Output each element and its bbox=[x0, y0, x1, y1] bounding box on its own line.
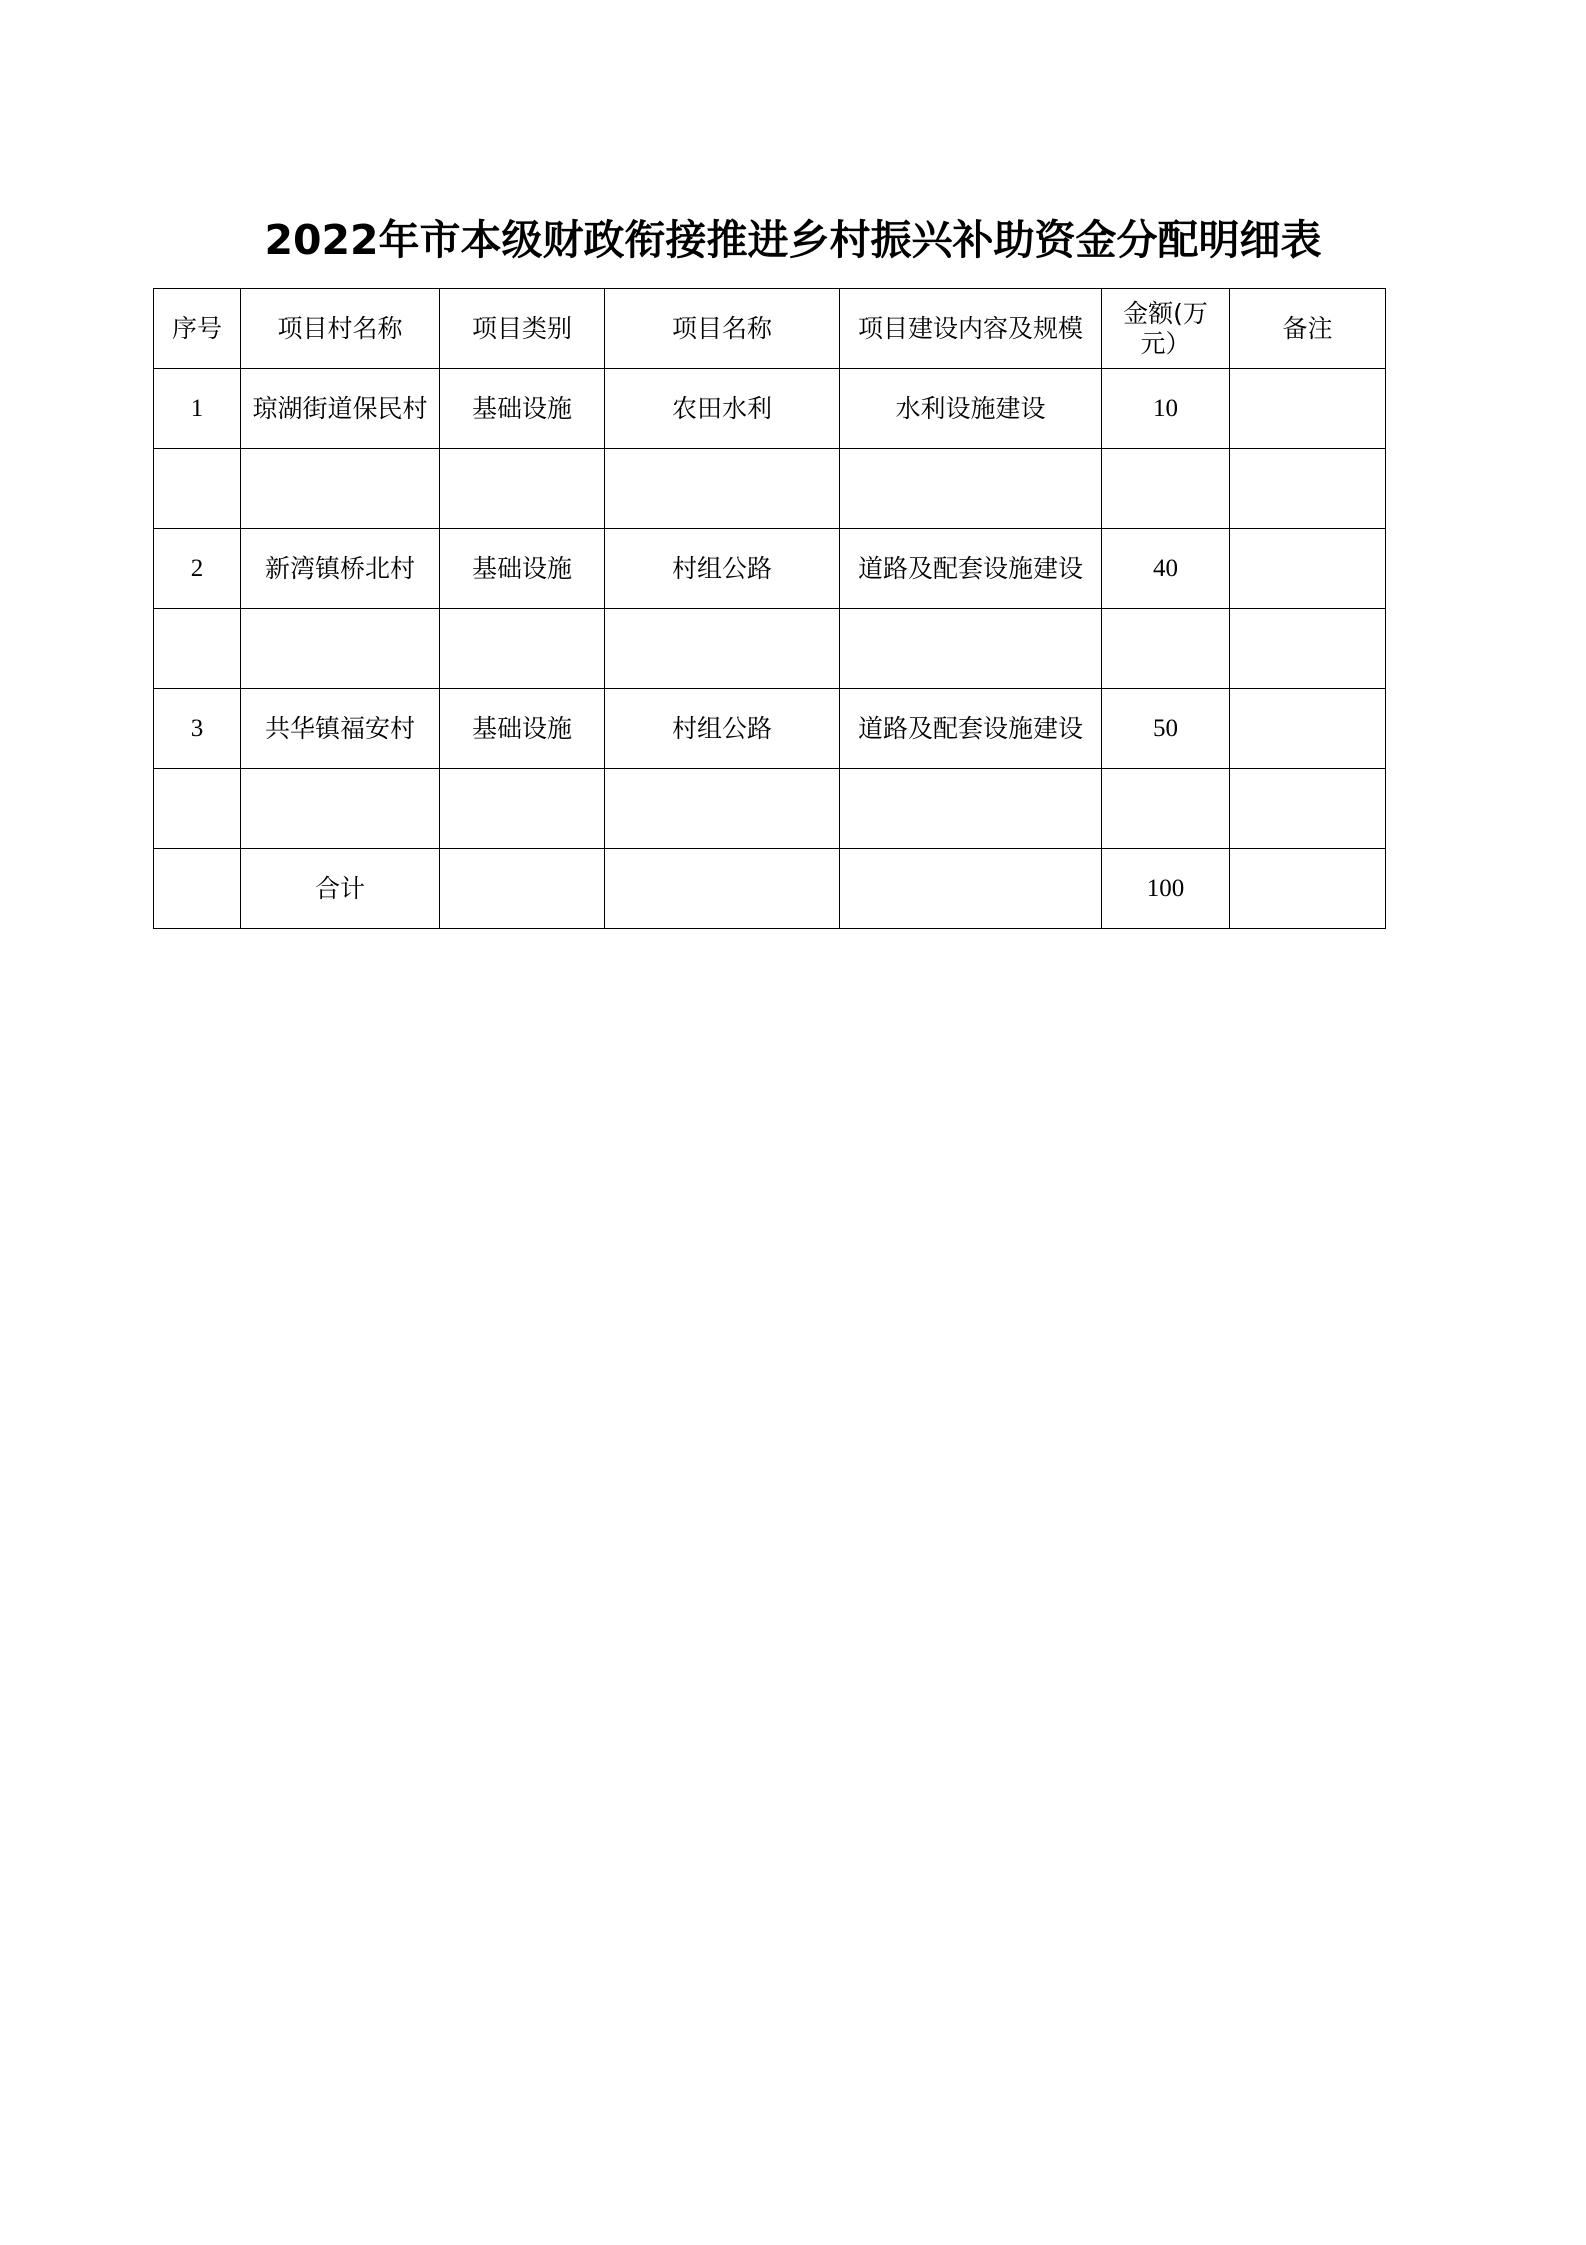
header-content: 项目建设内容及规模 bbox=[840, 289, 1102, 369]
cell-seq: 2 bbox=[154, 529, 241, 609]
cell-content: 水利设施建设 bbox=[840, 369, 1102, 449]
cell-remark bbox=[1230, 369, 1386, 449]
total-label: 合计 bbox=[241, 849, 440, 929]
total-row bbox=[154, 849, 1386, 929]
cell-remark bbox=[1230, 689, 1386, 769]
cell-village bbox=[241, 769, 440, 849]
cell-seq: 1 bbox=[154, 369, 241, 449]
cell-remark bbox=[1230, 449, 1386, 529]
cell-village: 共华镇福安村 bbox=[241, 689, 440, 769]
header-seq: 序号 bbox=[154, 289, 241, 369]
cell-amount: 40 bbox=[1102, 529, 1230, 609]
cell-remark bbox=[1230, 609, 1386, 689]
cell-remark bbox=[1230, 769, 1386, 849]
cell-amount bbox=[1102, 449, 1230, 529]
cell-content bbox=[840, 609, 1102, 689]
cell-amount bbox=[1102, 609, 1230, 689]
table-row bbox=[154, 529, 1386, 609]
cell-village: 琼湖街道保民村 bbox=[241, 369, 440, 449]
header-row bbox=[154, 289, 1386, 369]
cell-remark bbox=[1230, 529, 1386, 609]
cell-village: 新湾镇桥北村 bbox=[241, 529, 440, 609]
total-project-name-cell bbox=[605, 849, 840, 929]
cell-amount: 50 bbox=[1102, 689, 1230, 769]
total-content-cell bbox=[840, 849, 1102, 929]
header-village: 项目村名称 bbox=[241, 289, 440, 369]
header-category: 项目类别 bbox=[440, 289, 605, 369]
header-project-name: 项目名称 bbox=[605, 289, 840, 369]
cell-category bbox=[440, 609, 605, 689]
cell-project-name: 村组公路 bbox=[605, 529, 840, 609]
cell-category bbox=[440, 449, 605, 529]
cell-amount: 10 bbox=[1102, 369, 1230, 449]
cell-project-name bbox=[605, 769, 840, 849]
table-row bbox=[154, 609, 1386, 689]
total-seq-cell bbox=[154, 849, 241, 929]
cell-project-name: 村组公路 bbox=[605, 689, 840, 769]
cell-seq: 3 bbox=[154, 689, 241, 769]
cell-category: 基础设施 bbox=[440, 529, 605, 609]
cell-seq bbox=[154, 609, 241, 689]
cell-project-name bbox=[605, 609, 840, 689]
allocation-table bbox=[153, 288, 1386, 929]
total-amount: 100 bbox=[1102, 849, 1230, 929]
cell-seq bbox=[154, 449, 241, 529]
cell-amount bbox=[1102, 769, 1230, 849]
cell-content: 道路及配套设施建设 bbox=[840, 689, 1102, 769]
cell-seq bbox=[154, 769, 241, 849]
header-remark: 备注 bbox=[1230, 289, 1386, 369]
header-amount-line2: 元） bbox=[1140, 328, 1191, 358]
cell-project-name: 农田水利 bbox=[605, 369, 840, 449]
header-amount bbox=[1102, 289, 1230, 369]
cell-category bbox=[440, 769, 605, 849]
cell-category: 基础设施 bbox=[440, 689, 605, 769]
cell-village bbox=[241, 609, 440, 689]
table-row bbox=[154, 769, 1386, 849]
total-remark-cell bbox=[1230, 849, 1386, 929]
table-row bbox=[154, 369, 1386, 449]
cell-content bbox=[840, 769, 1102, 849]
cell-content: 道路及配套设施建设 bbox=[840, 529, 1102, 609]
table-row bbox=[154, 689, 1386, 769]
cell-content bbox=[840, 449, 1102, 529]
page-title: 2022年市本级财政衔接推进乡村振兴补助资金分配明细表 bbox=[264, 216, 1322, 264]
cell-village bbox=[241, 449, 440, 529]
cell-category: 基础设施 bbox=[440, 369, 605, 449]
cell-project-name bbox=[605, 449, 840, 529]
total-category-cell bbox=[440, 849, 605, 929]
header-amount-line1: 金额(万 bbox=[1123, 298, 1208, 328]
table-row bbox=[154, 449, 1386, 529]
